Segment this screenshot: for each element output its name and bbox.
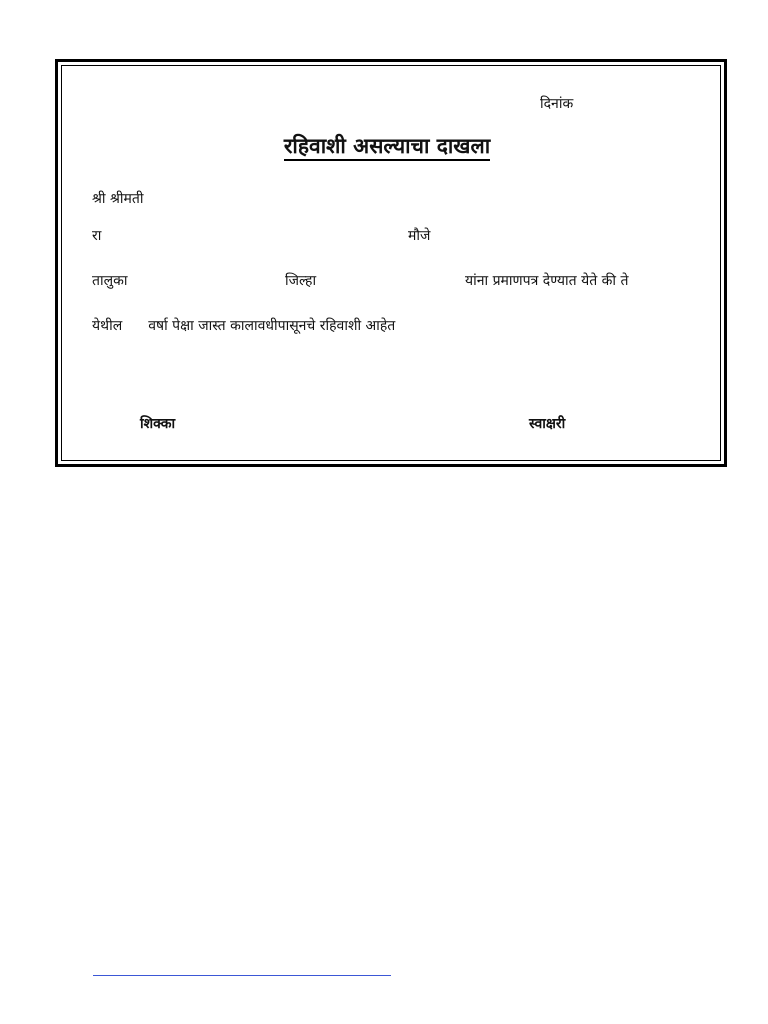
shri-shrimati-label: श्री श्रीमती [92,191,144,207]
certificate-title [62,132,712,160]
signature-label: स्वाक्षरी [529,416,566,432]
district-label: जिल्हा [285,273,317,289]
village-label: मौजे [408,228,431,244]
certificate-title-text: रहिवाशी असल्याचा दाखला [284,134,490,161]
date-label: दिनांक [540,96,574,112]
taluka-label: तालुका [92,273,128,289]
certificate-statement: यांना प्रमाणपत्र देण्यात येते की ते [465,273,629,289]
resident-of-label: रा [92,228,102,244]
certificate-inner-border [61,65,721,461]
yethil-label: येथील [92,318,123,334]
residence-duration-line [92,317,395,335]
footer-rule [93,975,391,976]
certificate-frame [55,59,727,467]
residence-duration-text: वर्षा पेक्षा जास्त कालावधीपासूनचे रहिवाशी आहेत [148,318,396,334]
seal-label: शिक्का [140,416,176,432]
